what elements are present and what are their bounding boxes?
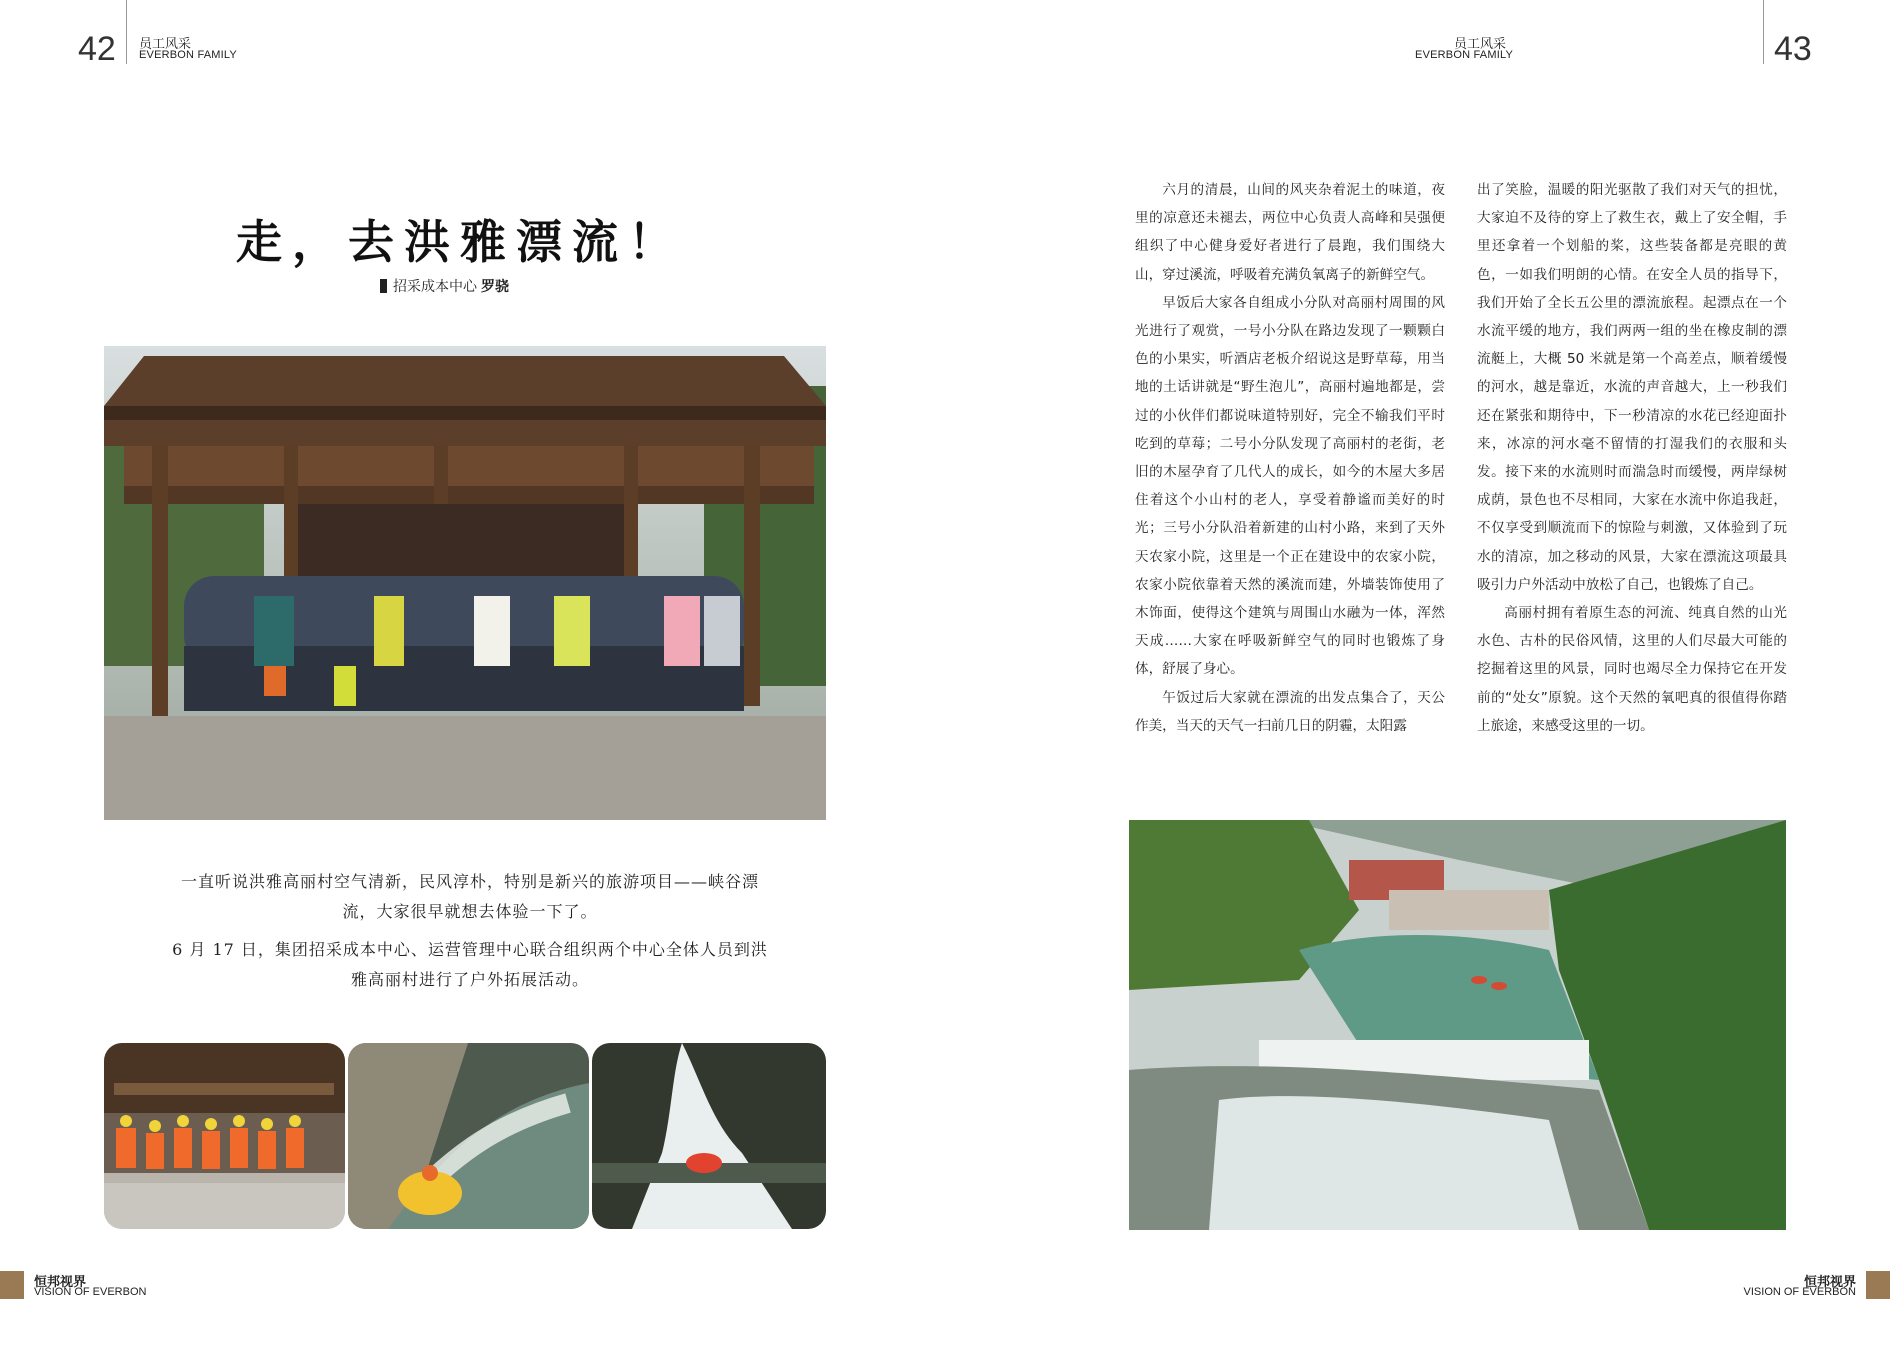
right-page-number: 43 bbox=[1774, 30, 1812, 68]
byline-marker bbox=[380, 279, 387, 293]
body-paragraph: 早饭后大家各自组成小分队对高丽村周围的风光进行了观赏，一号小分队在路边发现了一颗颗白色的小果实，听酒店老板介绍说这是野草莓，用当地的土话讲就是“野生泡儿”，高丽村遍地都是，尝过的小伙伴们都说味道特别好，完全不输我们平时吃到的草莓；二号小分队发现了高丽村的老街，老旧的木屋孕育了几代人的成长，如今的木屋大多居住着这个小山村的老人，享受着静谧而美好的时光；三号小分队沿着新建的山村小路，来到了天外天农家小院，这里是一个正在建设中的农家小院，农家小院依靠着天然的溪流而建，外墙装饰使用了木饰面，使得这个建筑与周围山水融为一体，浑然天成……大家在呼吸新鲜空气的同时也锻炼了身体，舒展了身心。 bbox=[1135, 294, 1445, 678]
footer-brand-cn-left: 恒邦视界 bbox=[34, 1275, 87, 1290]
byline-author: 罗骁 bbox=[481, 279, 509, 295]
group-photo bbox=[104, 346, 826, 820]
footer-brand-en-left: VISION OF EVERBON bbox=[34, 1286, 147, 1298]
section-title-cn-left: 员工风采 bbox=[139, 37, 192, 52]
section-title-cn-right: 员工风采 bbox=[1453, 37, 1506, 52]
body-paragraph: 午饭过后大家就在漂流的出发点集合了，天公作美，当天的天气一扫前几日的阴霾，太阳露 bbox=[1135, 689, 1445, 734]
section-title-en-left: EVERBON FAMILY bbox=[139, 49, 237, 61]
rafting-team-photo bbox=[104, 1043, 345, 1229]
header-divider-right bbox=[1763, 0, 1764, 64]
byline bbox=[380, 276, 680, 296]
footer-accent-right bbox=[1866, 1271, 1890, 1299]
rafting-waterfall-photo bbox=[592, 1043, 826, 1229]
body-paragraph: 六月的清晨，山间的风夹杂着泥土的味道，夜里的凉意还未褪去，两位中心负责人高峰和吴强便组织了中心健身爱好者进行了晨跑，我们围绕大山，穿过溪流，呼吸着充满负氧离子的新鲜空气。 bbox=[1135, 182, 1445, 283]
body-paragraph: 出了笑脸，温暖的阳光驱散了我们对天气的担忧，大家迫不及待的穿上了救生衣，戴上了安全帽，手里还拿着一个划船的桨，这些装备都是亮眼的黄色，一如我们明朗的心情。在安全人员的指导下，我们开始了全长五公里的漂流旅程。起漂点在一个水流平缓的地方，我们两两一组的坐在橡皮制的漂流艇上，大概 50 米就是第一个高差点，顺着缓慢的河水，越是靠近，水流的声音越大，上一秒我们还在紧张和期待中，下一秒清凉的水花已经迎面扑来，冰凉的河水毫不留情的打湿我们的衣服和头发。接下来的水流则时而湍急时而缓慢，两岸绿树成荫，景色也不尽相同，大家在水流中你追我赶，不仅享受到顺流而下的惊险与刺激，又体验到了玩水的清凉，加之移动的风景，大家在漂流这项最具吸引力户外活动中放松了自己，也锻炼了自己。 bbox=[1477, 182, 1787, 593]
article-title: 走，去洪雅漂流！ bbox=[236, 215, 684, 269]
footer-accent-left bbox=[0, 1271, 24, 1299]
header-divider-left bbox=[126, 0, 127, 64]
left-page-number: 42 bbox=[78, 30, 116, 68]
intro-paragraph-2: 6 月 17 日，集团招采成本中心、运营管理中心联合组织两个中心全体人员到洪雅高丽村进行了户外拓展活动。 bbox=[172, 940, 768, 989]
river-landscape-photo bbox=[1129, 820, 1786, 1230]
body-column-2 bbox=[1477, 176, 1787, 740]
body-paragraph: 高丽村拥有着原生态的河流、纯真自然的山光水色、古朴的民俗风情，这里的人们尽最大可能的挖掘着这里的风景，同时也竭尽全力保持它在开发前的“处女”原貌。这个天然的氧吧真的很值得你踏上旅途，来感受这里的一切。 bbox=[1477, 605, 1787, 734]
byline-org: 招采成本中心 bbox=[393, 279, 477, 295]
rafting-rapids-photo bbox=[348, 1043, 589, 1229]
footer-brand-en-right: VISION OF EVERBON bbox=[1743, 1286, 1856, 1298]
body-column-1 bbox=[1135, 176, 1445, 740]
footer-brand-cn-right: 恒邦视界 bbox=[1803, 1275, 1856, 1290]
section-title-en-right: EVERBON FAMILY bbox=[1415, 49, 1513, 61]
intro-paragraph-1: 一直听说洪雅高丽村空气清新，民风淳朴，特别是新兴的旅游项目——峡谷漂流，大家很早就想去体验一下了。 bbox=[180, 872, 759, 921]
